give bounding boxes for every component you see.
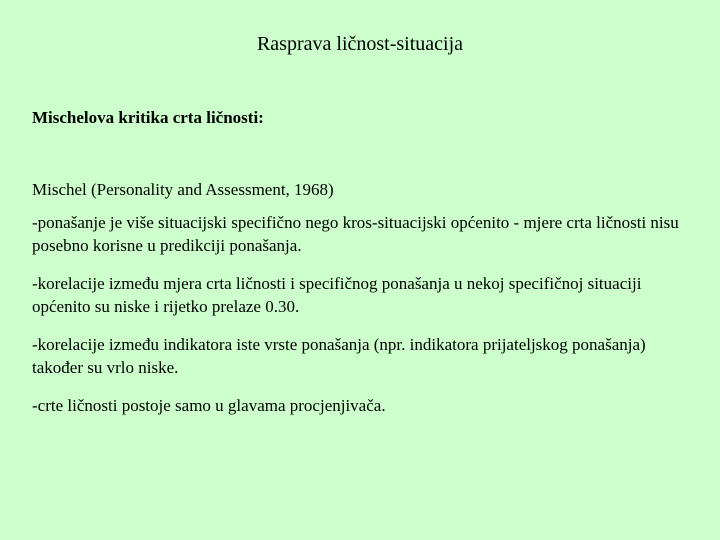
bullet-point: -korelacije između mjera crta ličnosti i specifičnog ponašanja u nekoj specifičnoj situaciji općenito su niske i rijetko prelaze 0.30. xyxy=(32,274,642,316)
bullet-point: -korelacije između indikatora iste vrste ponašanja (npr. indikatora prijateljskog ponašanja) također su vrlo niske. xyxy=(32,335,646,377)
slide-body xyxy=(32,178,700,432)
slide-title: Rasprava ličnost-situacija xyxy=(256,33,464,55)
slide-subtitle: Mischelova kritika crta ličnosti: xyxy=(32,108,264,127)
bullet-point: -crte ličnosti postoje samo u glavama procjenjivača. xyxy=(32,396,386,415)
reference-line: Mischel (Personality and Assessment, 1968) xyxy=(32,180,334,199)
bullet-point: -ponašanje je više situacijski specifično nego kros-situacijski općenito - mjere crta ličnosti nisu posebno korisne u predikciji ponašanja. xyxy=(32,213,679,255)
